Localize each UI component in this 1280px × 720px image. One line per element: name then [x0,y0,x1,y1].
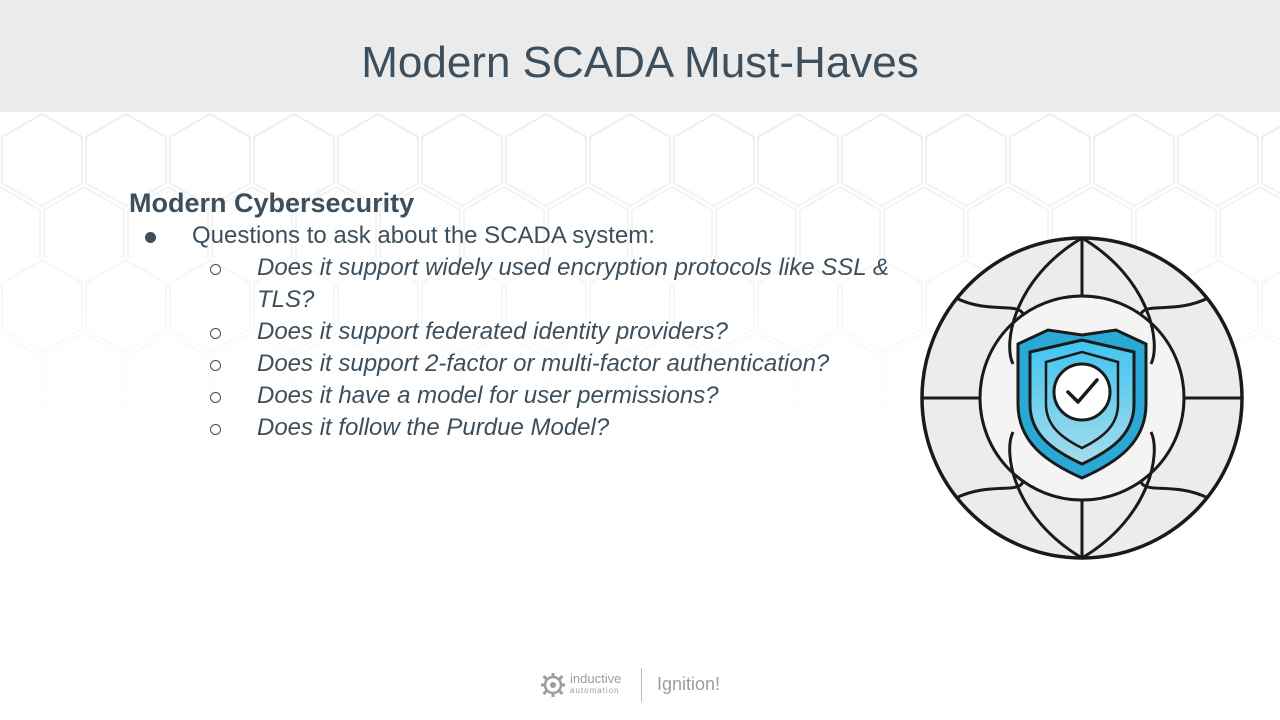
gear-icon [540,672,566,698]
brand-name-sub: automation [570,686,620,695]
sub-bullet-text: Does it have a model for user permissions? [257,382,719,409]
slide-footer [0,660,1280,720]
sub-bullet-text: Does it support federated identity providers? [257,318,728,345]
sub-bullet-text: Does it support widely used encryption protocols like SSL & TLS? [257,254,889,313]
bullet-dot-icon [145,232,156,243]
sub-bullet-item [129,412,917,444]
sub-bullet-item [129,252,917,316]
bullet-item [129,220,917,252]
sub-bullet-list [129,252,917,444]
sub-bullet-text: Does it follow the Purdue Model? [257,414,610,441]
logo-divider [641,668,642,702]
globe-shield-check-icon [918,234,1246,562]
sub-bullet-text: Does it support 2-factor or multi-factor authentication? [257,350,830,377]
slide-content [129,186,917,444]
sub-bullet-item [129,380,917,412]
hollow-circle-icon [210,360,221,371]
hollow-circle-icon [210,328,221,339]
brand-name: inductive [570,671,622,686]
checkmark-icon [1054,364,1110,420]
sub-bullet-item [129,348,917,380]
slide-header [0,0,1280,112]
section-heading: Modern Cybersecurity [129,188,415,218]
ignition-logo: Ignition! [657,674,721,694]
slide-title: Modern SCADA Must-Haves [361,38,919,87]
bullet-text: Questions to ask about the SCADA system: [192,222,655,249]
sub-bullet-item [129,316,917,348]
hollow-circle-icon [210,264,221,275]
hollow-circle-icon [210,424,221,435]
inductive-automation-logo [540,672,621,698]
hollow-circle-icon [210,392,221,403]
